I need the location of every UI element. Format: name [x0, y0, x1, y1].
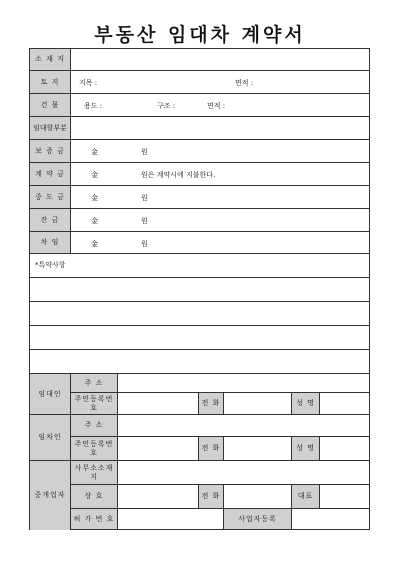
page-title: 부동산 임대차 계약서: [94, 24, 306, 46]
rent-label: 차 임: [30, 232, 70, 253]
lessee-label: 임차인: [30, 415, 70, 460]
lessor-label: 임대인: [30, 374, 70, 414]
land-category-field: 지목 :: [79, 79, 98, 87]
location-label: 소 재 지: [30, 49, 70, 70]
special-terms-heading: *특약사항: [35, 261, 66, 269]
building-area-field: 면적 :: [207, 102, 226, 110]
building-label: 건 물: [30, 94, 70, 116]
contract-form: 소 재 지 토 지 지목 : 면적 : 건 물 용도 : 구조 : 면적 : 임대할부분 보 증 금 金 원 계 약 금 金 원은 계약시에 지불한다. 중 도 금 金 원 잔 금 金 원 차 임 金 원 *특약사항 임대인 주 소 주민등록번호 전 화 성 명 임차인 주 소 주민등록번호 전 화 성 명 중개업자 사무소소재지 상 호 전 화 대표 허 가 번 호 사업자등록: [29, 48, 370, 530]
contract-deposit-label: 계 약 금: [30, 163, 70, 185]
broker-label: 중개업자: [30, 461, 70, 530]
balance-label: 잔 금: [30, 209, 70, 231]
rental-part-label: 임대할부분: [30, 117, 70, 139]
special-terms-box: [29, 254, 370, 374]
land-area-field: 면적 :: [235, 79, 254, 87]
land-label: 토 지: [30, 71, 70, 93]
building-structure-field: 구조 :: [157, 102, 176, 110]
deposit-label: 보 증 금: [30, 140, 70, 162]
middle-payment-label: 중 도 금: [30, 186, 70, 208]
building-use-field: 용도 :: [84, 102, 103, 110]
